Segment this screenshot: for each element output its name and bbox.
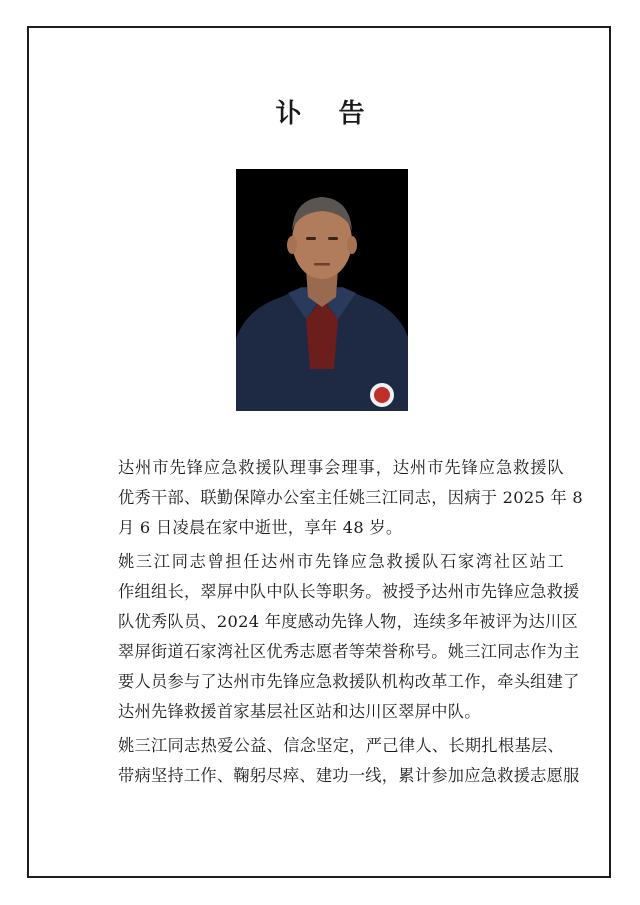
paragraph-3	[84, 731, 580, 791]
paragraph-2-line-5: 要人员参与了达州市先锋应急救援队机构改革工作，牵头组建了	[118, 672, 580, 691]
paragraph-2	[84, 547, 580, 727]
portrait-badge-inner	[374, 387, 390, 403]
paragraph-1	[84, 453, 584, 543]
paragraph-2-line-6: 达州先锋救援首家基层社区站和达川区翠屏中队。	[118, 702, 481, 721]
memorial-portrait	[236, 169, 408, 411]
paragraph-2-line-3: 队优秀队员、2024 年度感动先锋人物，连续多年被评为达川区	[118, 612, 579, 631]
paragraph-3-line-2: 带病坚持工作、鞠躬尽瘁、建功一线，累计参加应急救援志愿服	[118, 766, 580, 785]
portrait-eye-right	[328, 237, 338, 240]
paragraph-1-line-2: 优秀干部、联勤保障办公室主任姚三江同志，因病于 2025 年 8	[118, 488, 584, 507]
paragraph-1-line-1: 达州市先锋应急救援队理事会理事，达州市先锋应急救援队	[118, 458, 564, 477]
portrait-ear-right	[347, 236, 357, 254]
paragraph-3-line-1: 姚三江同志热爱公益、信念坚定，严己律人、长期扎根基层、	[118, 736, 564, 755]
portrait-ear-left	[287, 236, 297, 254]
paragraph-1-line-3: 月 6 日凌晨在家中逝世，享年 48 岁。	[118, 518, 403, 537]
notice-body	[84, 453, 584, 791]
portrait-eye-left	[306, 237, 316, 240]
notice-title: 讣 告	[275, 99, 379, 129]
paragraph-2-line-1: 姚三江同志曾担任达州市先锋应急救援队石家湾社区站工	[118, 552, 564, 571]
portrait-mouth	[314, 263, 330, 266]
paragraph-2-line-2: 作组组长，翠屏中队中队长等职务。被授予达州市先锋应急救援	[118, 582, 580, 601]
paragraph-2-line-4: 翠屏街道石家湾社区优秀志愿者等荣誉称号。姚三江同志作为主	[118, 642, 580, 661]
portrait-illustration	[236, 169, 408, 411]
